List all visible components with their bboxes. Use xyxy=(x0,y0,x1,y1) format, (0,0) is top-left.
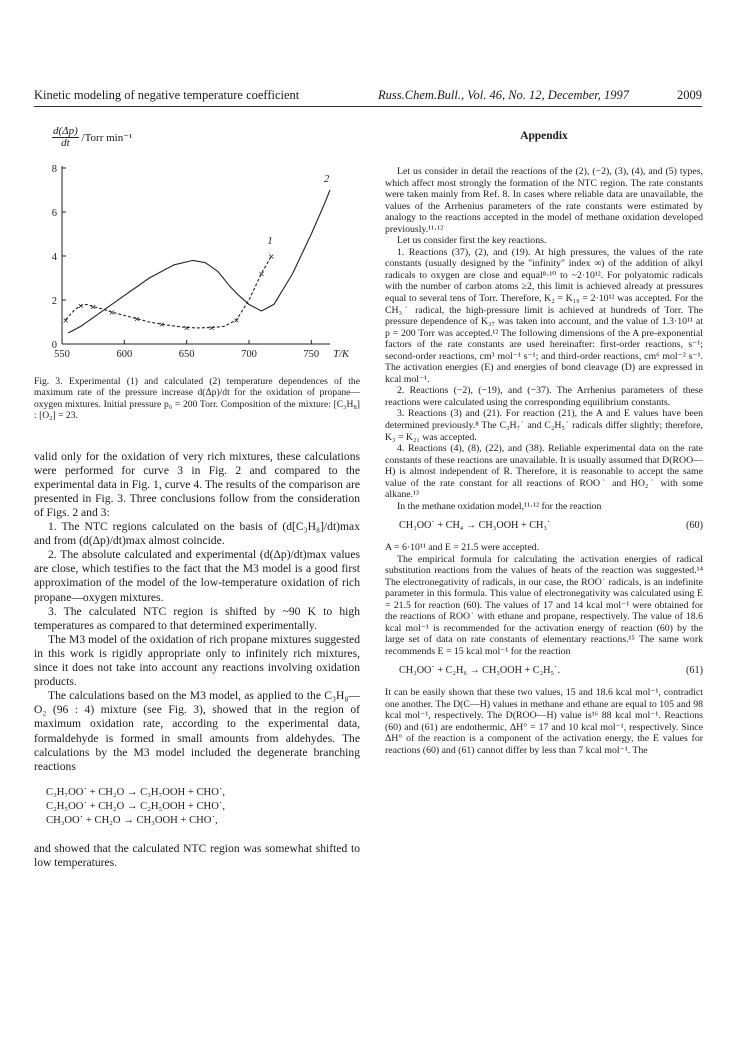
curve-label-2: 2 xyxy=(324,174,330,185)
x-tick-label: 700 xyxy=(241,349,257,360)
series-1-marker: × xyxy=(89,302,97,312)
equation-text: CH₃OO˙ + CH₄ → CH₃OOH + CH₃˙ xyxy=(399,520,551,532)
series-1-marker: × xyxy=(158,320,166,330)
equation-60 xyxy=(385,520,703,532)
series-1-marker: × xyxy=(208,323,215,333)
y-tick-label: 8 xyxy=(51,164,57,175)
y-tick-label: 6 xyxy=(51,208,57,219)
paragraph: The M3 model of the oxidation of rich propane mixtures suggested in this work is rigidly appropriate only to infinitely rich mixtures, since it does not take into account any reactions involving oxidation products. xyxy=(34,632,360,689)
series-2-line xyxy=(68,190,330,333)
equation-number: (61) xyxy=(686,665,703,677)
paragraph: The calculations based on the M3 model, as applied to the C₃H₈—O₂ (96 : 4) mixture (see Fig. 3), showed that in the region of maximum oxidation rate, according to the experimental data, formaldehyde is formed in small amounts from aldehydes. The calculations by the M3 model included the degenerate branching reactions xyxy=(34,689,360,773)
y-label-unit: /Torr min⁻¹ xyxy=(81,132,133,144)
appendix-heading: Appendix xyxy=(520,130,568,142)
figure-caption: Fig. 3. Experimental (1) and calculated (2) temperature dependences of the maximum rate of the pressure increase d(Δp)/dt for the oxidation of propane—oxygen mixtures. Initial pressure p₀ = 200 Torr. Composition of the mixture: [C₃H₈] : [O₂] = 23. xyxy=(34,376,360,422)
left-column xyxy=(34,116,360,870)
y-tick-label: 0 xyxy=(51,340,57,351)
series-1-marker: × xyxy=(108,308,116,318)
x-tick-label: 650 xyxy=(178,349,195,360)
equation-number: (60) xyxy=(686,520,703,532)
paragraph: The empirical formula for calculating the activation energies of radical substitution reactions from the values of heats of the reaction was suggested.¹⁴ The electronegativity of radicals, in our case, the ROO˙ radicals, is an indefinite parameter in this formula. This value of electronegativity was calculated using E = 21.5 for reaction (60). The values of 17 and 14 kcal mol⁻¹ were obtained for the reactions of ROO˙ with ethane and propane, respectively. The value of 18.6 kcal mol⁻¹ is recommended for the activation energy of reaction (60) by the large set of data on rate constants of elementary reactions.¹⁵ The same work recommends E = 15 kcal mol⁻¹ for the reaction xyxy=(385,553,703,657)
series-1-marker: × xyxy=(133,314,141,324)
header-title: Kinetic modeling of negative temperature coefficient xyxy=(34,88,300,102)
header-journal: Russ.Chem.Bull., Vol. 46, No. 12, December, 1997 xyxy=(378,88,630,102)
paragraph: A = 6·10¹¹ and E = 21.5 were accepted. xyxy=(385,541,540,553)
figure-3-chart xyxy=(34,116,360,376)
right-column xyxy=(385,116,703,756)
paragraph: It can be easily shown that these two values, 15 and 18.6 kcal mol⁻¹, contradict one another. The D(C—H) values in methane and ethane are equal to 105 and 98 kcal mol⁻¹, respectively. The D(ROO—H) value is¹⁶ 88 kcal mol⁻¹. Reactions (60) and (61) are endothermic, ΔH° = 17 and 10 kcal mol⁻¹, respectively. Since ΔH° of the reaction is a component of the activation energy, the E values for reactions (60) and (61) cannot differ by less than 7 kcal mol⁻¹. The xyxy=(385,686,703,756)
curve-label-1: 1 xyxy=(267,236,273,247)
x-tick-label: 550 xyxy=(54,349,70,360)
series-1-line xyxy=(66,256,272,328)
x-tick-label: 600 xyxy=(116,349,133,360)
paragraph: Let us consider first the key reactions. xyxy=(397,235,547,247)
x-axis-label: T/K xyxy=(333,349,350,360)
reaction-list xyxy=(46,786,360,828)
series-1-marker: × xyxy=(183,323,191,333)
series-1-marker: × xyxy=(62,315,70,325)
paragraph: 1. The NTC regions calculated on the basis of (d[C₃H₈]/dt)max and from (d(Δp)/dt)max almost coincide. xyxy=(34,520,360,548)
paragraph: 3. The calculated NTC region is shifted by ~90 K to high temperatures as compared to that determined experimentally. xyxy=(34,604,360,632)
y-tick-label: 4 xyxy=(51,252,57,263)
left-body-text xyxy=(34,450,360,870)
series-1-marker: × xyxy=(268,252,275,261)
paragraph: valid only for the oxidation of very rich mixtures, these calculations were performed for curve 3 in Fig. 2 and compared to the experimental data in Fig. 1, curve 4. The results of the comparison are presented in Fig. 3. Three conclusions follow from the consideration of Figs. 2 and 3: xyxy=(34,449,360,519)
paragraph: 2. Reactions (−2), (−19), and (−37). The Arrhenius parameters of these reactions were calculated using the corresponding equilibrium constants. xyxy=(385,385,703,408)
page-number: 2009 xyxy=(677,88,702,102)
appendix-body xyxy=(385,166,703,756)
running-header xyxy=(34,86,702,107)
paragraph: Let us consider in detail the reactions of the (2), (−2), (3), (4), and (5) types, which affect most strongly the formation of the NTC region. The rate constants were taken mainly from Ref. 8. In cases where reliable data are unavailable, the values of the Arrhenius parameters of the rate constants were estimated by analogy to the reactions accepted in the model of methane oxidation developed previously.¹¹·¹² xyxy=(385,166,703,235)
paragraph: and showed that the calculated NTC region was somewhat shifted to low temperatures. xyxy=(34,841,360,869)
series-1-marker: × xyxy=(258,269,265,279)
paragraph: 1. Reactions (37), (2), and (19). At high pressures, the values of the rate constants (usually designed by the "infinity" index ∞) of the addition of alkyl radicals to oxygen are close and equal⁸·¹⁰ to ~2·10¹². For polyatomic radicals with the number of carbon atoms ≥2, this limit is achieved already at pressures equal to several tens of Torr. Therefore, K₂ = K₁₉ = 2·10¹² was accepted. For the CH₃˙ radical, the high-pressure limit is achieved at hundreds of Torr. The pressure dependence of K₃₇ was taken into account, and the value of 1.3·10¹¹ at p = 200 Torr was accepted.¹² The following dimensions of the A pre-exponential factors of the rate constants are used hereinafter: first-order reactions, s⁻¹; second-order reactions, cm³ mol⁻¹ s⁻¹; and third-order reactions, cm⁶ mol⁻² s⁻¹. The activation energies (E) and energies of bond cleavage (D) are expressed in kcal mol⁻¹. xyxy=(385,246,703,385)
reaction-line: C₂H₅OO˙ + CH₂O → C₂H₅OOH + CHO˙, xyxy=(46,800,226,812)
y-label-numerator: d(Δp) xyxy=(53,125,78,137)
paragraph: 2. The absolute calculated and experimental (d(Δp)/dt)max values are close, which testifies to the fact that the M3 model is a good first approximation of the model of the low-temperature oxidation of rich propane—oxygen mixtures. xyxy=(34,548,360,604)
equation-text: CH₃OO˙ + C₂H₆ → CH₃OOH + C₂H₅˙. xyxy=(399,665,560,677)
series-1-marker: × xyxy=(77,301,85,311)
y-tick-label: 2 xyxy=(51,296,57,307)
reaction-line: C₃H₇OO˙ + CH₂O → C₃H₇OOH + CHO˙, xyxy=(46,786,226,798)
figure-3 xyxy=(34,116,360,376)
series-1-marker: × xyxy=(233,315,240,325)
paragraph: 4. Reactions (4), (8), (22), and (38). Reliable experimental data on the rate constants of these reactions are unavailable. It is usually assumed that D(ROO—H) is almost independent of R. Therefore, it is reasonable to accept the same value of the rate constant for all reactions of ROO˙ and HO₂˙ with some alkane.¹³ xyxy=(385,443,703,501)
paragraph: 3. Reactions (3) and (21). For reaction (21), the A and E values have been determined previously.⁸ The C₃H₇˙ and C₂H₅˙ radicals differ slightly; therefore, K₃ = K₂₁ was accepted. xyxy=(385,408,703,443)
paragraph: In the methane oxidation model,¹¹·¹² for the reaction xyxy=(397,500,602,512)
equation-61 xyxy=(385,665,703,677)
y-label-denominator: dt xyxy=(61,137,70,149)
x-tick-label: 750 xyxy=(303,349,320,360)
reaction-line: CH₃OO˙ + CH₂O → CH₃OOH + CHO˙, xyxy=(46,814,218,826)
